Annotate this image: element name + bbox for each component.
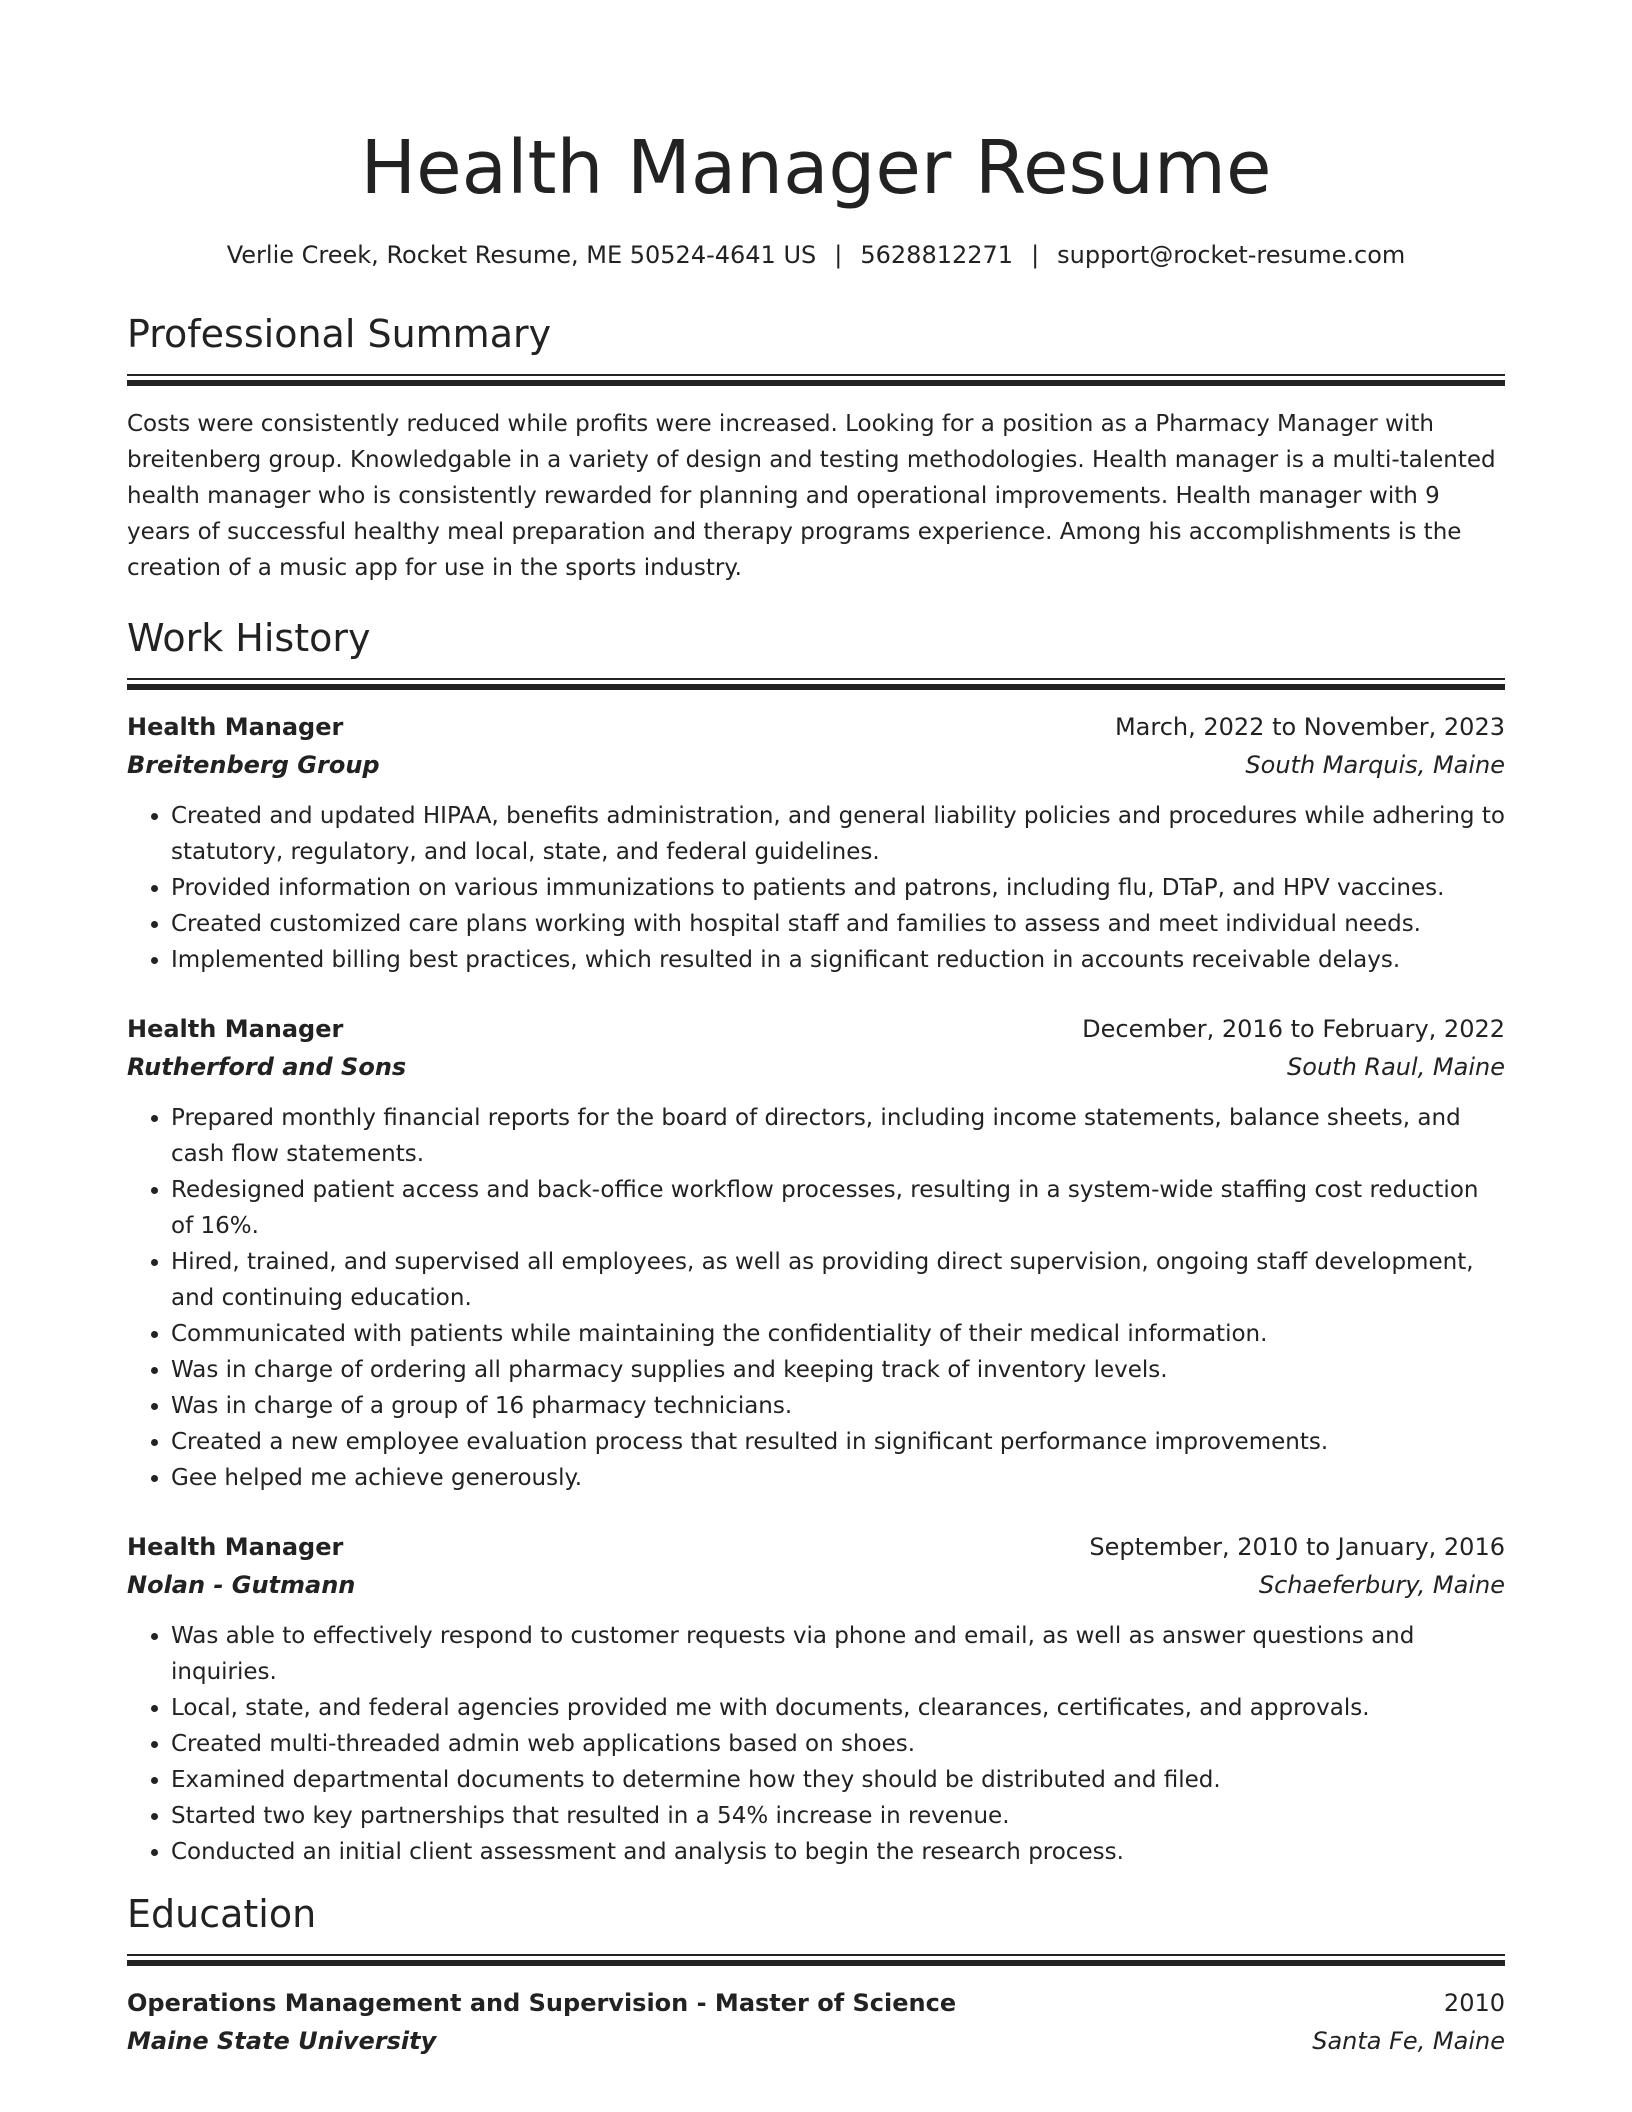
- contact-email: support@rocket-resume.com: [1057, 241, 1406, 269]
- section-divider: [127, 374, 1505, 384]
- work-history-section: [127, 614, 1505, 1870]
- job-bullet: • Created customized care plans working with hospital staff and families to assess and meet individual needs.: [171, 906, 1505, 942]
- job-company-row: [127, 746, 1505, 784]
- job-bullet: • Conducted an initial client assessment and analysis to begin the research process.: [171, 1834, 1505, 1870]
- job-bullet-list: [127, 1100, 1505, 1496]
- job-title: Health Manager: [127, 1533, 344, 1561]
- job-header-row: [127, 708, 1505, 746]
- job-bullet: • Was able to effectively respond to customer requests via phone and email, as well as answer questions and inquiries.: [171, 1618, 1505, 1690]
- education-degree: Operations Management and Supervision - Master of Science: [127, 1989, 957, 2017]
- section-title-education: Education: [127, 1892, 317, 1936]
- job-dates: December, 2016 to February, 2022: [1082, 1015, 1505, 1043]
- job-bullet: • Created multi-threaded admin web applications based on shoes.: [171, 1726, 1505, 1762]
- job-bullet: • Redesigned patient access and back-office workflow processes, resulting in a system-wide staffing cost reduction of 16%.: [171, 1172, 1505, 1244]
- section-title-summary: Professional Summary: [127, 312, 552, 356]
- job-company: Rutherford and Sons: [127, 1053, 407, 1081]
- job-bullet: • Was in charge of ordering all pharmacy supplies and keeping track of inventory levels.: [171, 1352, 1505, 1388]
- education-entry: [127, 1984, 1505, 2060]
- job-bullet: • Local, state, and federal agencies provided me with documents, clearances, certificates, and approvals.: [171, 1690, 1505, 1726]
- job-company: Breitenberg Group: [127, 751, 380, 779]
- job-location: South Raul, Maine: [1287, 1053, 1505, 1081]
- job-bullet: • Gee helped me achieve generously.: [171, 1460, 1505, 1496]
- job-bullet: • Started two key partnerships that resulted in a 54% increase in revenue.: [171, 1798, 1505, 1834]
- section-divider: [127, 678, 1505, 688]
- summary-text: Costs were consistently reduced while profits were increased. Looking for a position as a Pharmacy Manager with breitenberg group. Knowledgable in a variety of design and testing methodologies. Health manager is a multi-talented health manager who is consistently rewarded for planning and operational improvements. Health manager with 9 years of successful healthy meal preparation and therapy programs experience. Among his accomplishments is the creation of a music app for use in the sports industry.: [127, 411, 1496, 581]
- contact-address: Verlie Creek, Rocket Resume, ME 50524-4641 US: [226, 241, 817, 269]
- job-bullet: • Provided information on various immunizations to patients and patrons, including flu, DTaP, and HPV vaccines.: [171, 870, 1505, 906]
- job-bullet: • Hired, trained, and supervised all employees, as well as providing direct supervision, ongoing staff development, and continuing education.: [171, 1244, 1505, 1316]
- job-entry: [127, 708, 1505, 978]
- job-bullet: • Was in charge of a group of 16 pharmacy technicians.: [171, 1388, 1505, 1424]
- education-degree-row: [127, 1984, 1505, 2022]
- job-entry: [127, 1528, 1505, 1870]
- job-title: Health Manager: [127, 713, 344, 741]
- job-company: Nolan - Gutmann: [127, 1571, 356, 1599]
- resume-title: Health Manager Resume: [360, 125, 1272, 211]
- job-dates: September, 2010 to January, 2016: [1089, 1533, 1505, 1561]
- job-company-row: [127, 1048, 1505, 1086]
- job-bullet: • Created and updated HIPAA, benefits administration, and general liability policies and procedures while adhering to statutory, regulatory, and local, state, and federal guidelines.: [171, 798, 1505, 870]
- job-bullet: • Examined departmental documents to determine how they should be distributed and filed.: [171, 1762, 1505, 1798]
- job-header-row: [127, 1010, 1505, 1048]
- contact-separator: |: [834, 241, 843, 269]
- contact-line: [127, 240, 1505, 270]
- job-title: Health Manager: [127, 1015, 344, 1043]
- education-school-row: [127, 2022, 1505, 2060]
- job-dates: March, 2022 to November, 2023: [1114, 713, 1505, 741]
- job-company-row: [127, 1566, 1505, 1604]
- job-bullet: • Communicated with patients while maintaining the confidentiality of their medical information.: [171, 1316, 1505, 1352]
- education-school: Maine State University: [127, 2027, 437, 2055]
- job-bullet-list: [127, 798, 1505, 978]
- contact-phone: 5628812271: [860, 241, 1014, 269]
- education-location: Santa Fe, Maine: [1312, 2027, 1505, 2055]
- job-bullet-list: [127, 1618, 1505, 1870]
- job-location: Schaeferbury, Maine: [1258, 1571, 1505, 1599]
- job-bullet: • Implemented billing best practices, which resulted in a significant reduction in accounts receivable delays.: [171, 942, 1505, 978]
- summary-section: [127, 310, 1505, 586]
- education-year: 2010: [1443, 1989, 1505, 2017]
- job-bullet: • Prepared monthly financial reports for the board of directors, including income statements, balance sheets, and cash flow statements.: [171, 1100, 1505, 1172]
- job-entry: [127, 1010, 1505, 1496]
- job-header-row: [127, 1528, 1505, 1566]
- education-section: [127, 1890, 1505, 2060]
- section-divider: [127, 1954, 1505, 1964]
- job-bullet: • Created a new employee evaluation process that resulted in significant performance improvements.: [171, 1424, 1505, 1460]
- job-location: South Marquis, Maine: [1245, 751, 1505, 779]
- contact-separator: |: [1031, 241, 1040, 269]
- section-title-work-history: Work History: [127, 616, 371, 660]
